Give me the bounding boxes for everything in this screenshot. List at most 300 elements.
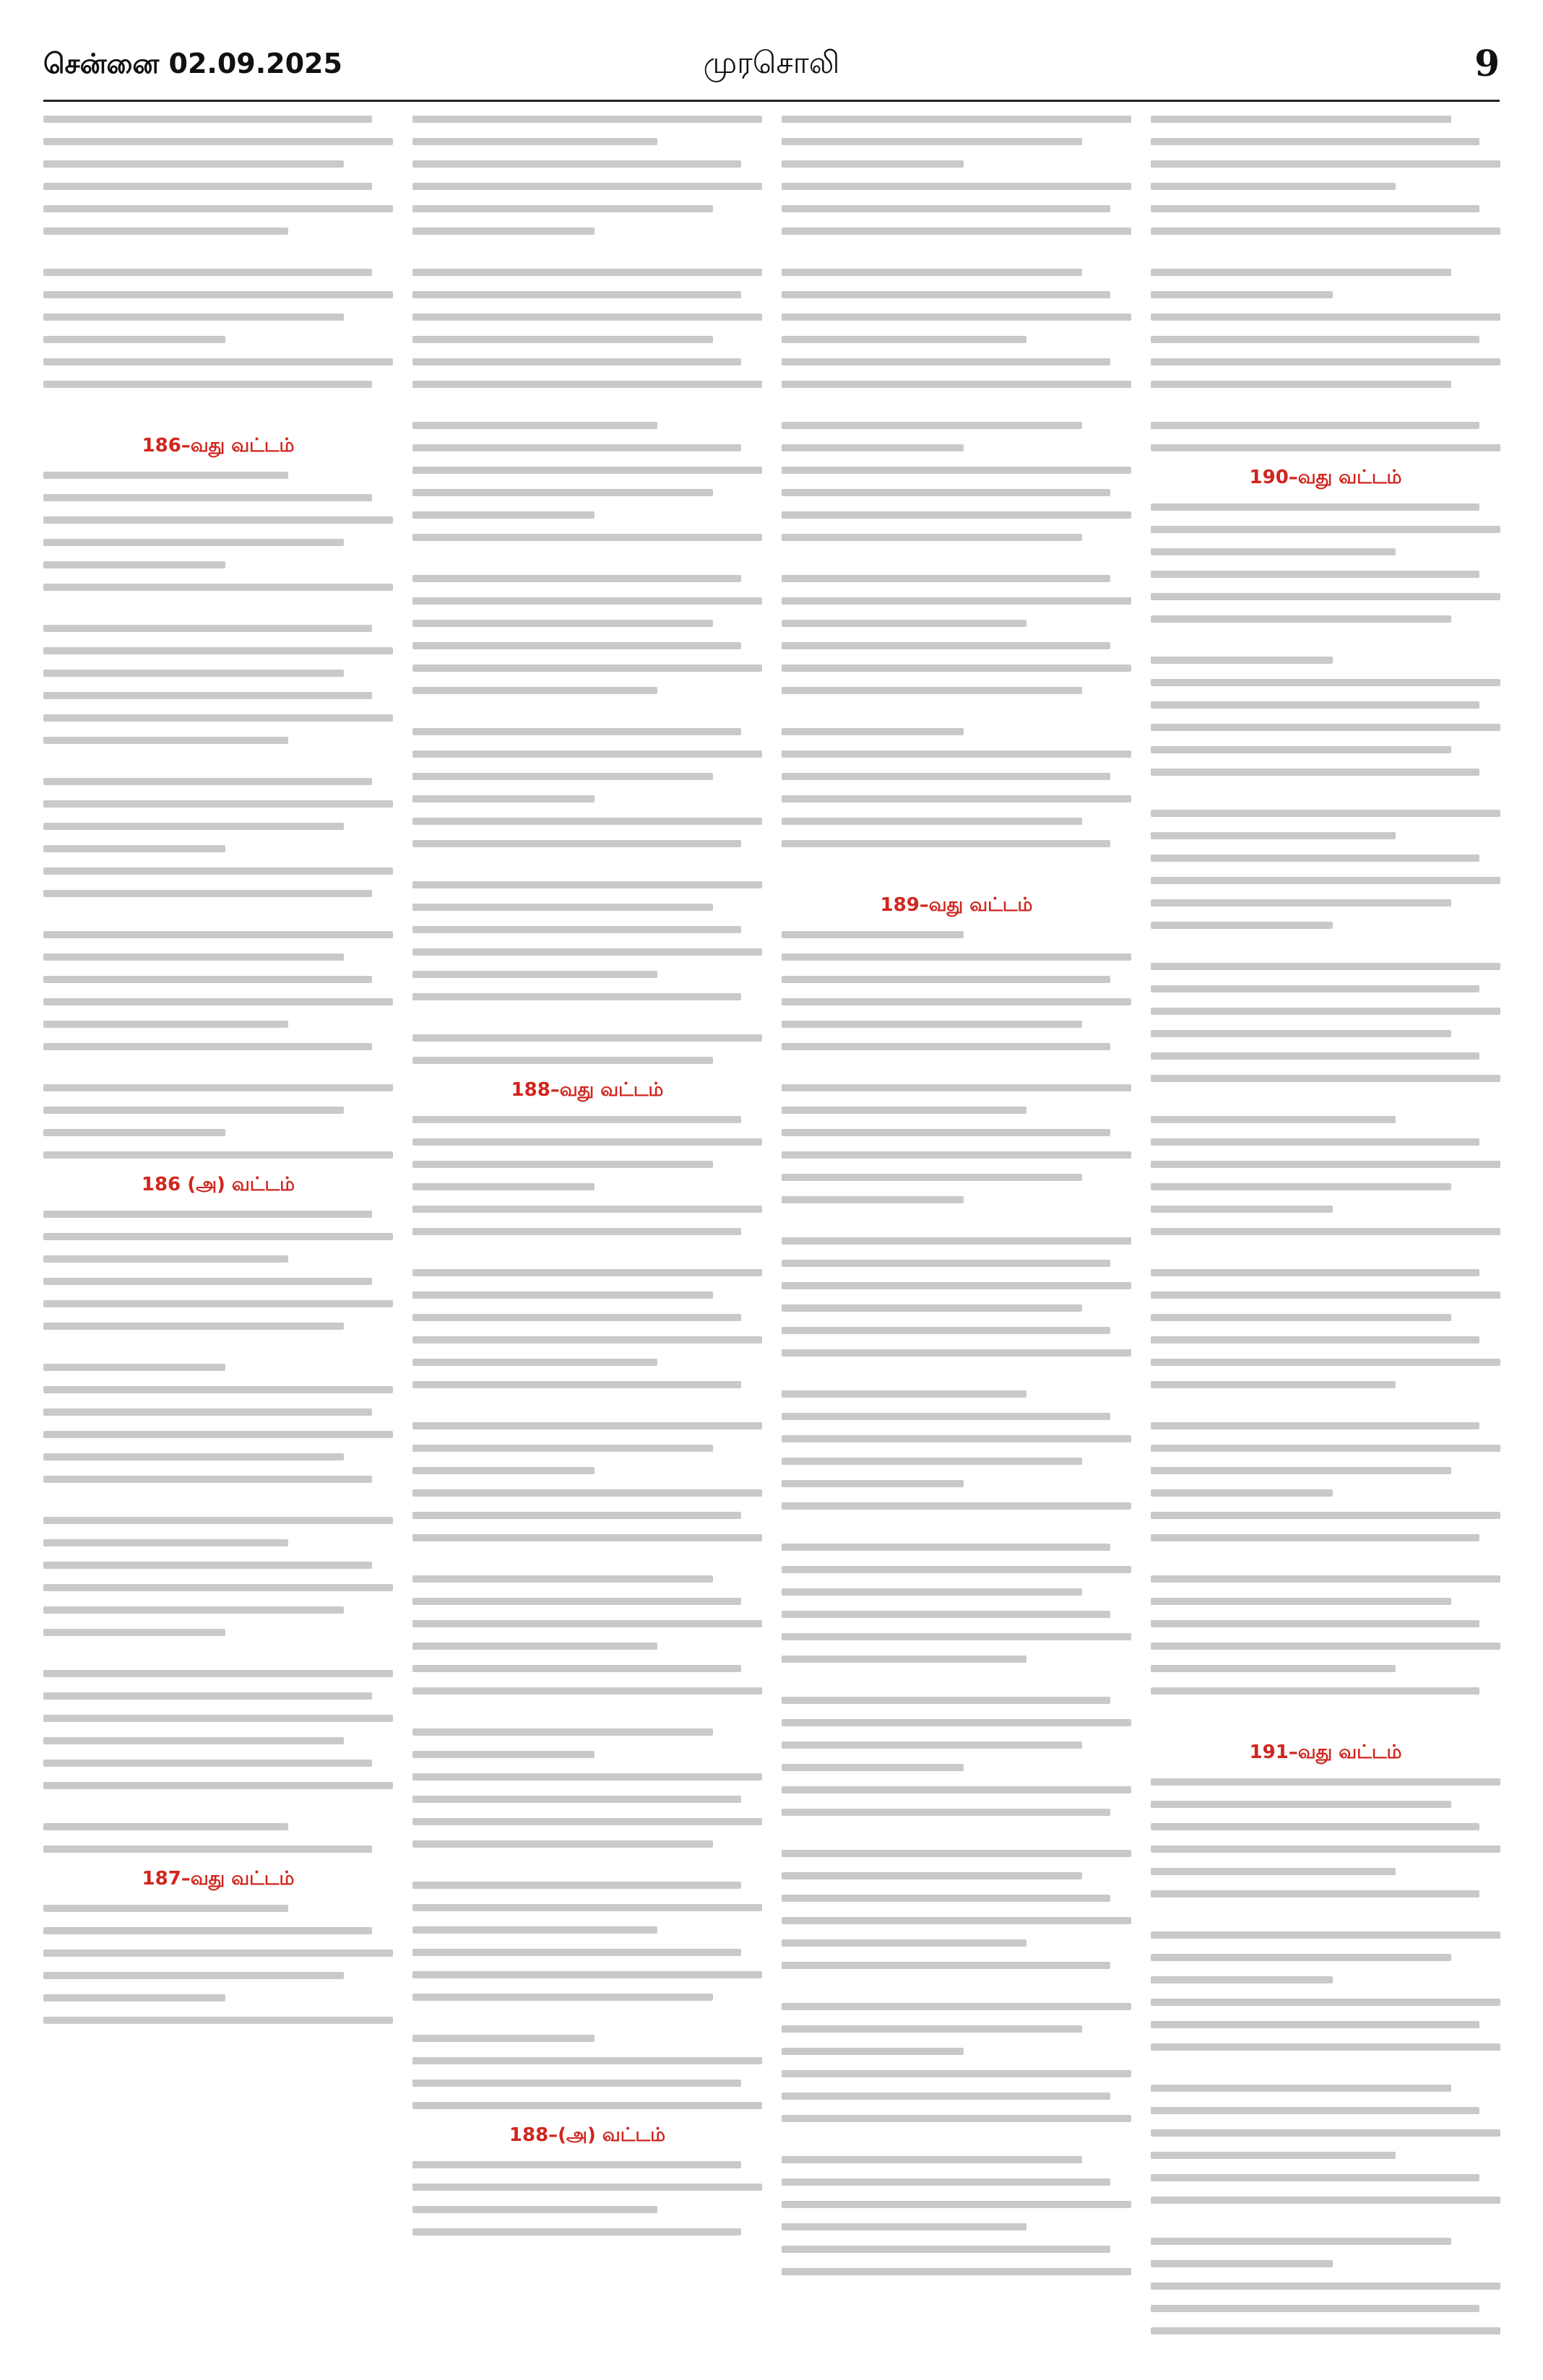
text-line (412, 1467, 595, 1474)
spacer (43, 606, 393, 625)
text-line (1151, 1643, 1500, 1650)
text-line (412, 1598, 741, 1605)
text-line (412, 1381, 741, 1388)
text-line (43, 931, 393, 938)
spacer (1151, 250, 1500, 269)
text-line (412, 313, 762, 321)
column-1 (43, 116, 393, 2347)
text-line (43, 381, 372, 388)
text-line (412, 1818, 762, 1825)
text-line (782, 2093, 1110, 2100)
text-line (43, 625, 372, 632)
text-line (43, 1972, 344, 1979)
text-line (43, 313, 344, 321)
text-line (782, 1566, 1131, 1573)
text-line (782, 1282, 1131, 1289)
issue-date: சென்னை 02.09.2025 (43, 48, 342, 79)
spacer (782, 1065, 1131, 1084)
text-line (1151, 205, 1479, 212)
text-line (1151, 1489, 1333, 1497)
spacer (782, 2137, 1131, 2156)
text-line (43, 647, 393, 654)
text-line (782, 998, 1131, 1005)
newspaper-name: முரசொலி (703, 45, 840, 80)
page-number: 9 (1474, 42, 1500, 85)
text-line (782, 116, 1131, 123)
column-3 (782, 116, 1131, 2347)
text-line (412, 1138, 762, 1146)
spacer (782, 1219, 1131, 1237)
text-line (1151, 1512, 1500, 1519)
text-line (1151, 985, 1479, 992)
text-line (43, 1562, 372, 1569)
text-line (412, 1751, 595, 1758)
text-line (1151, 1534, 1479, 1541)
text-line (412, 205, 713, 212)
spacer (782, 250, 1131, 269)
text-line (782, 665, 1131, 672)
text-line (782, 840, 1110, 847)
text-line (782, 1327, 1110, 1334)
text-line (782, 2003, 1131, 2010)
text-line (782, 1656, 1026, 1663)
text-line (412, 2102, 762, 2109)
text-line (782, 1611, 1110, 1618)
text-line (782, 1544, 1110, 1551)
text-line (782, 1260, 1110, 1267)
text-line (43, 1629, 225, 1636)
text-line (43, 160, 344, 168)
column-4 (1151, 116, 1500, 2347)
spacer (43, 1345, 393, 1364)
text-line (412, 1773, 762, 1780)
text-line (412, 1534, 762, 1541)
text-line (412, 1512, 741, 1519)
text-line (43, 1539, 288, 1546)
text-line (43, 138, 393, 145)
text-line (1151, 571, 1479, 578)
text-line (1151, 701, 1479, 709)
text-line (782, 358, 1110, 365)
text-line (782, 422, 1082, 429)
spacer (1151, 2066, 1500, 2085)
text-line (412, 773, 713, 780)
text-line (1151, 269, 1451, 276)
text-line (782, 1633, 1131, 1640)
text-line (782, 1196, 964, 1203)
text-line (1151, 1359, 1500, 1366)
text-line (1151, 2129, 1500, 2137)
text-line (782, 620, 1026, 627)
text-line (412, 971, 657, 978)
text-line (782, 2246, 1110, 2253)
text-line (1151, 358, 1500, 365)
text-line (43, 1431, 393, 1438)
header-rule (43, 100, 1500, 102)
text-line (43, 1476, 372, 1483)
text-line (43, 1107, 344, 1114)
spacer (412, 556, 762, 575)
text-line (782, 1043, 1110, 1050)
text-line (43, 1278, 372, 1285)
text-line (43, 1782, 393, 1789)
text-line (412, 575, 741, 582)
text-line (782, 953, 1131, 961)
text-line (1151, 2174, 1479, 2181)
text-line (1151, 810, 1500, 817)
text-line (43, 472, 288, 479)
spacer (782, 1984, 1131, 2003)
text-line (1151, 1138, 1479, 1146)
text-line (43, 494, 372, 501)
text-line (412, 1057, 713, 1064)
spacer (43, 2039, 393, 2058)
text-line (1151, 313, 1500, 321)
text-line (43, 1021, 288, 1028)
text-line (1151, 922, 1333, 929)
text-line (1151, 1931, 1500, 1939)
text-line (43, 1517, 393, 1524)
text-line (782, 773, 1110, 780)
text-line (782, 2070, 1131, 2077)
text-line (1151, 1075, 1500, 1082)
text-line (412, 2184, 762, 2191)
text-line (412, 422, 657, 429)
text-line (1151, 679, 1500, 686)
spacer (43, 759, 393, 778)
text-line (1151, 1228, 1500, 1235)
text-line (1151, 183, 1396, 190)
spacer (412, 1863, 762, 1882)
text-line (782, 1719, 1131, 1726)
text-line (782, 1390, 1026, 1398)
text-line (782, 183, 1131, 190)
text-line (782, 1850, 1131, 1857)
text-line (412, 1445, 713, 1452)
text-line (1151, 1845, 1500, 1853)
text-line (412, 1728, 713, 1736)
text-line (43, 228, 288, 235)
text-line (782, 1107, 1026, 1114)
text-line (412, 1161, 713, 1168)
text-line (43, 692, 372, 699)
spacer (1151, 2219, 1500, 2238)
text-line (782, 795, 1131, 802)
text-line (412, 2206, 657, 2213)
text-line (782, 1480, 964, 1487)
text-line (1151, 526, 1500, 533)
text-line (782, 642, 1110, 649)
text-line (1151, 1823, 1479, 1830)
spacer (412, 1557, 762, 1575)
text-line (782, 1809, 1110, 1816)
spacer (1151, 638, 1500, 657)
text-line (1151, 2021, 1479, 2028)
text-line (1151, 1030, 1451, 1037)
text-line (412, 2080, 741, 2087)
text-line (412, 183, 762, 190)
text-line (1151, 422, 1479, 429)
text-line (1151, 1999, 1500, 2006)
text-line (782, 1174, 1082, 1181)
text-line (412, 2057, 762, 2064)
text-line (782, 1151, 1131, 1159)
text-line (782, 1588, 1082, 1596)
text-line (1151, 1314, 1451, 1321)
spacer (43, 1498, 393, 1517)
text-line (782, 1895, 1110, 1902)
text-line (782, 2201, 1131, 2208)
text-line (1151, 1336, 1479, 1343)
text-line (782, 1697, 1110, 1704)
text-line (43, 1845, 372, 1853)
spacer (412, 2016, 762, 2035)
text-line (412, 904, 713, 911)
text-line (1151, 1183, 1451, 1190)
text-line (782, 728, 964, 735)
text-line (1151, 769, 1479, 776)
text-line (43, 1151, 393, 1159)
text-line (1151, 593, 1500, 600)
spacer (1151, 791, 1500, 810)
text-line (412, 1665, 741, 1672)
text-line (1151, 963, 1500, 970)
spacer (782, 709, 1131, 728)
text-line (1151, 1890, 1479, 1897)
spacer (1151, 1557, 1500, 1575)
spacer (412, 1710, 762, 1728)
text-line (1151, 1598, 1451, 1605)
text-line (43, 336, 225, 343)
text-line (412, 840, 741, 847)
text-line (782, 597, 1131, 605)
text-line (782, 1435, 1131, 1442)
text-line (43, 1715, 393, 1722)
text-line (412, 467, 762, 474)
text-line (1151, 228, 1500, 235)
text-line (412, 1116, 741, 1123)
text-line (782, 1764, 964, 1771)
text-line (1151, 1381, 1396, 1388)
spacer (782, 403, 1131, 422)
text-line (43, 584, 393, 591)
text-line (43, 778, 372, 785)
text-line (43, 998, 393, 1005)
text-line (1151, 1575, 1500, 1583)
text-line (412, 642, 741, 649)
text-line (412, 228, 595, 235)
text-line (1151, 899, 1451, 906)
text-line (1151, 615, 1451, 623)
text-line (412, 1336, 762, 1343)
text-line (43, 890, 372, 897)
text-line (412, 1422, 762, 1429)
text-line (1151, 1445, 1500, 1452)
spacer (43, 1651, 393, 1670)
text-line (43, 1606, 344, 1614)
spacer (1151, 403, 1500, 422)
text-line (412, 1489, 762, 1497)
text-line (43, 670, 344, 677)
text-line (1151, 1116, 1396, 1123)
text-line (782, 575, 1110, 582)
text-line (1151, 1206, 1333, 1213)
text-line (1151, 877, 1500, 884)
text-line (43, 714, 393, 722)
text-line (412, 2228, 741, 2236)
text-line (412, 1926, 657, 1934)
text-line (782, 1917, 1131, 1924)
text-line (1151, 1868, 1396, 1875)
text-line (782, 2048, 964, 2055)
text-line (1151, 2152, 1396, 2159)
text-line (412, 1034, 762, 1042)
text-line (43, 1233, 393, 1240)
text-line (412, 818, 762, 825)
text-line (782, 1741, 1082, 1749)
text-line (782, 1349, 1131, 1356)
text-line (1151, 1422, 1479, 1429)
text-line (1151, 2305, 1479, 2312)
text-line (782, 1962, 1110, 1969)
text-line (1151, 854, 1479, 862)
text-line (412, 1228, 741, 1235)
text-line (43, 183, 372, 190)
text-line (1151, 1778, 1500, 1786)
text-line (43, 205, 393, 212)
text-line (1151, 1008, 1500, 1015)
text-line (43, 1584, 393, 1591)
text-line (412, 1882, 741, 1889)
spacer (1151, 1097, 1500, 1116)
text-line (1151, 2197, 1500, 2204)
text-line (43, 1692, 372, 1700)
text-line (1151, 2085, 1451, 2092)
text-line (782, 336, 1026, 343)
text-line (412, 1994, 713, 2001)
spacer (43, 250, 393, 269)
spacer (412, 709, 762, 728)
text-line (412, 750, 762, 758)
text-line (1151, 116, 1451, 123)
ward-heading: 186 (அ) வட்டம் (141, 1174, 295, 1195)
text-line (1151, 724, 1500, 731)
text-line (782, 205, 1110, 212)
text-line (1151, 746, 1451, 753)
text-line (43, 116, 372, 123)
text-line (412, 1949, 741, 1956)
text-line (43, 561, 225, 568)
text-line (43, 358, 393, 365)
text-line (412, 597, 762, 605)
text-line (43, 1300, 393, 1307)
masthead (43, 42, 1500, 92)
text-line (782, 269, 1082, 276)
ward-heading: 191–வது வட்டம் (1249, 1741, 1402, 1763)
text-line (782, 1021, 1082, 1028)
text-line (1151, 2238, 1451, 2245)
text-line (1151, 1291, 1500, 1299)
text-line (412, 993, 741, 1000)
text-line (782, 228, 1131, 235)
text-line (412, 1269, 762, 1276)
text-line (1151, 1801, 1451, 1808)
text-line (412, 336, 713, 343)
text-line (412, 948, 762, 956)
text-line (782, 138, 1082, 145)
text-line (412, 881, 762, 888)
ward-heading: 188–வது வட்டம் (511, 1079, 664, 1101)
text-line (412, 926, 741, 933)
text-line (412, 1840, 713, 1848)
text-line (412, 1687, 762, 1695)
text-line (412, 2035, 595, 2042)
text-line (1151, 2260, 1333, 2267)
text-line (43, 291, 393, 298)
text-line (43, 953, 344, 961)
text-line (43, 1737, 344, 1744)
spacer (782, 556, 1131, 575)
text-line (412, 358, 741, 365)
text-line (43, 1386, 393, 1393)
text-line (43, 1364, 225, 1371)
spacer (412, 1016, 762, 1034)
text-line (1151, 2327, 1500, 2334)
text-line (412, 489, 713, 496)
text-line (1151, 1620, 1479, 1627)
spacer (412, 250, 762, 269)
text-line (1151, 1269, 1479, 1276)
text-line (782, 534, 1082, 541)
text-line (412, 291, 741, 298)
text-line (782, 1502, 1131, 1510)
text-line (1151, 1161, 1500, 1168)
spacer (43, 403, 393, 422)
text-line (43, 1129, 225, 1136)
text-line (1151, 336, 1479, 343)
text-line (43, 1084, 393, 1091)
text-line (412, 1291, 713, 1299)
text-line (1151, 2043, 1500, 2051)
text-line (412, 1183, 595, 1190)
text-line (782, 1084, 1131, 1091)
text-line (412, 1643, 657, 1650)
text-line (412, 795, 595, 802)
text-line (412, 687, 657, 694)
spacer (782, 1678, 1131, 1697)
text-line (1151, 1976, 1333, 1983)
text-line (412, 534, 762, 541)
text-line (412, 620, 713, 627)
text-line (43, 800, 393, 808)
text-line (782, 931, 964, 938)
text-line (43, 1927, 372, 1934)
text-line (1151, 1467, 1451, 1474)
ward-heading: 187–வது வட்டம் (142, 1868, 295, 1890)
text-line (782, 2268, 1131, 2275)
text-line (412, 1971, 762, 1978)
spacer (1151, 1250, 1500, 1269)
text-line (43, 2017, 393, 2024)
spacer (782, 1372, 1131, 1390)
text-line (782, 313, 1131, 321)
text-line (1151, 291, 1333, 298)
ward-heading: 186–வது வட்டம் (142, 435, 295, 456)
text-line (412, 2161, 741, 2168)
ward-heading: 190–வது வட்டம் (1249, 467, 1402, 488)
text-line (1151, 2282, 1500, 2290)
spacer (782, 1525, 1131, 1544)
